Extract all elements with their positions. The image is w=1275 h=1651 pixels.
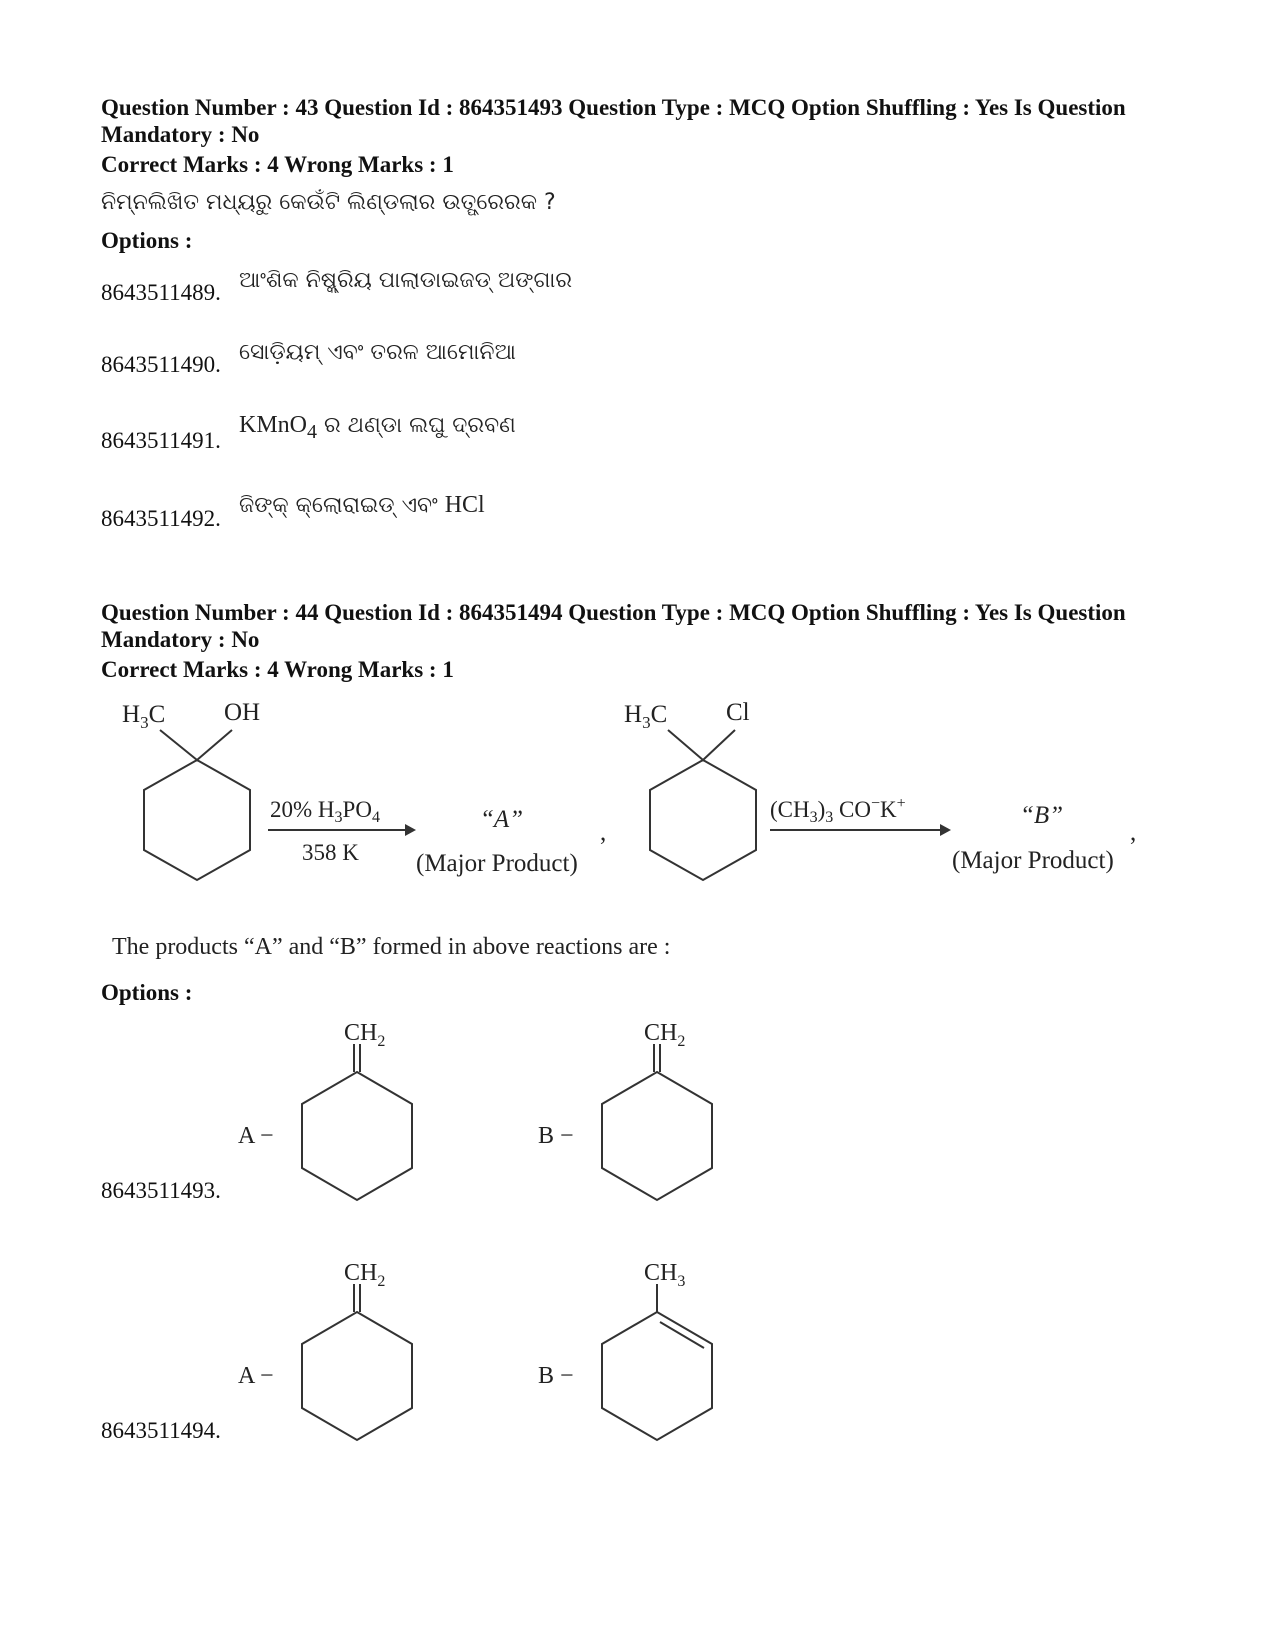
option-id: 8643511494.: [101, 1418, 221, 1443]
cyclohexane-ring-2: [650, 760, 756, 880]
q44-header-line2: Mandatory : No: [101, 627, 260, 652]
q44-marks: Correct Marks : 4 Wrong Marks : 1: [101, 657, 454, 682]
option-id: 8643511489.: [101, 280, 221, 305]
cyclohexane-ring: [302, 1072, 412, 1200]
option-id: 8643511490.: [101, 352, 221, 377]
option-text: ସୋଡ଼ିୟମ୍ ଏବଂ ତରଳ ଆମୋନିଆ: [239, 340, 516, 365]
r1-substituent-left: $H_3C$: [122, 701, 166, 732]
group-label-b: $CH_3$: [644, 1260, 686, 1290]
product-label-b: B −: [538, 1123, 574, 1149]
q43-option-2[interactable]: [101, 340, 801, 380]
q43-options-label: Options :: [101, 228, 193, 253]
q43-marks: Correct Marks : 4 Wrong Marks : 1: [101, 152, 454, 177]
q43-option-3[interactable]: [101, 412, 801, 456]
r1-substituent-right: OH: [224, 699, 261, 726]
option-text-odia: ର ଥଣ୍ଡା ଲଘୁ ଦ୍ରବଣ: [317, 413, 516, 438]
option-text: ଆଂଶିକ ନିଷ୍କ୍ରିୟ ପାଲାଡାଇଜଡ୍ ଅଙ୍ଗାର: [239, 268, 573, 293]
comma-1: ,: [600, 819, 607, 846]
reaction-scheme: [0, 690, 1275, 900]
q44-option-1[interactable]: [101, 1010, 751, 1210]
formula-subscript: 4: [307, 420, 318, 443]
q44-header-line1: Question Number : 44 Question Id : 864351494 Question Type : MCQ Option Shuffling : Yes Is Question: [101, 600, 1126, 625]
r1-product: “A”: [480, 806, 524, 833]
q44-question: The products “A” and “B” formed in above reactions are :: [112, 934, 671, 960]
option-id: 8643511491.: [101, 428, 221, 453]
product-label-b: B −: [538, 1363, 574, 1389]
q44-option-2[interactable]: [101, 1250, 751, 1450]
r2-product-note: (Major Product): [952, 847, 1114, 874]
formula-hcl: HCl: [444, 492, 485, 518]
q43-header-line2: Mandatory : No: [101, 122, 260, 147]
q44-header: [101, 599, 1201, 653]
formula-kmno: KMnO: [239, 412, 308, 438]
r1-reagent-bottom: 358 K: [302, 840, 359, 865]
option-id: 8643511492.: [101, 506, 221, 531]
q43-header: [101, 94, 1201, 148]
option-id: 8643511493.: [101, 1178, 221, 1203]
group-label-a: $CH_2$: [344, 1020, 386, 1050]
option-structures: [101, 1250, 751, 1450]
q43-question: ନିମ୍ନଲିଖିତ ମଧ୍ୟରୁ କେଉଁଟି ଲିଣ୍ଡଲାର ଉତ୍ପ୍ରେରକ ?: [101, 190, 556, 215]
r2-substituent-right: Cl: [726, 699, 750, 726]
cyclohexene-ring: [602, 1312, 712, 1440]
r1-reagent-top: 20% $H_3PO_4$: [270, 797, 380, 826]
group-label-a: $CH_2$: [344, 1260, 386, 1290]
comma-2: ,: [1130, 819, 1137, 846]
option-text: [239, 492, 485, 519]
cyclohexane-ring: [302, 1312, 412, 1440]
r2-reagent-top: $(CH_3)_3$ CO−K+: [770, 795, 906, 826]
q43-option-4[interactable]: [101, 492, 801, 532]
product-label-a: A −: [238, 1123, 274, 1149]
r2-substituent-left: $H_3C$: [624, 701, 668, 732]
product-label-a: A −: [238, 1363, 274, 1389]
option-structures: [101, 1010, 751, 1210]
option-text-odia: ଜିଙ୍କ୍ କ୍ଲୋରାଇଡ୍ ଏବଂ: [239, 493, 445, 518]
q43-header-line1: Question Number : 43 Question Id : 864351493 Question Type : MCQ Option Shuffling : Yes Is Question: [101, 95, 1126, 120]
r2-product: “B”: [1020, 802, 1064, 829]
q43-option-1[interactable]: [101, 268, 801, 308]
option-text: [239, 412, 516, 444]
cyclohexane-ring: [602, 1072, 712, 1200]
q44-options-label: Options :: [101, 980, 193, 1005]
group-label-b: $CH_2$: [644, 1020, 686, 1050]
cyclohexane-ring-1: [144, 760, 250, 880]
r1-product-note: (Major Product): [416, 850, 578, 877]
